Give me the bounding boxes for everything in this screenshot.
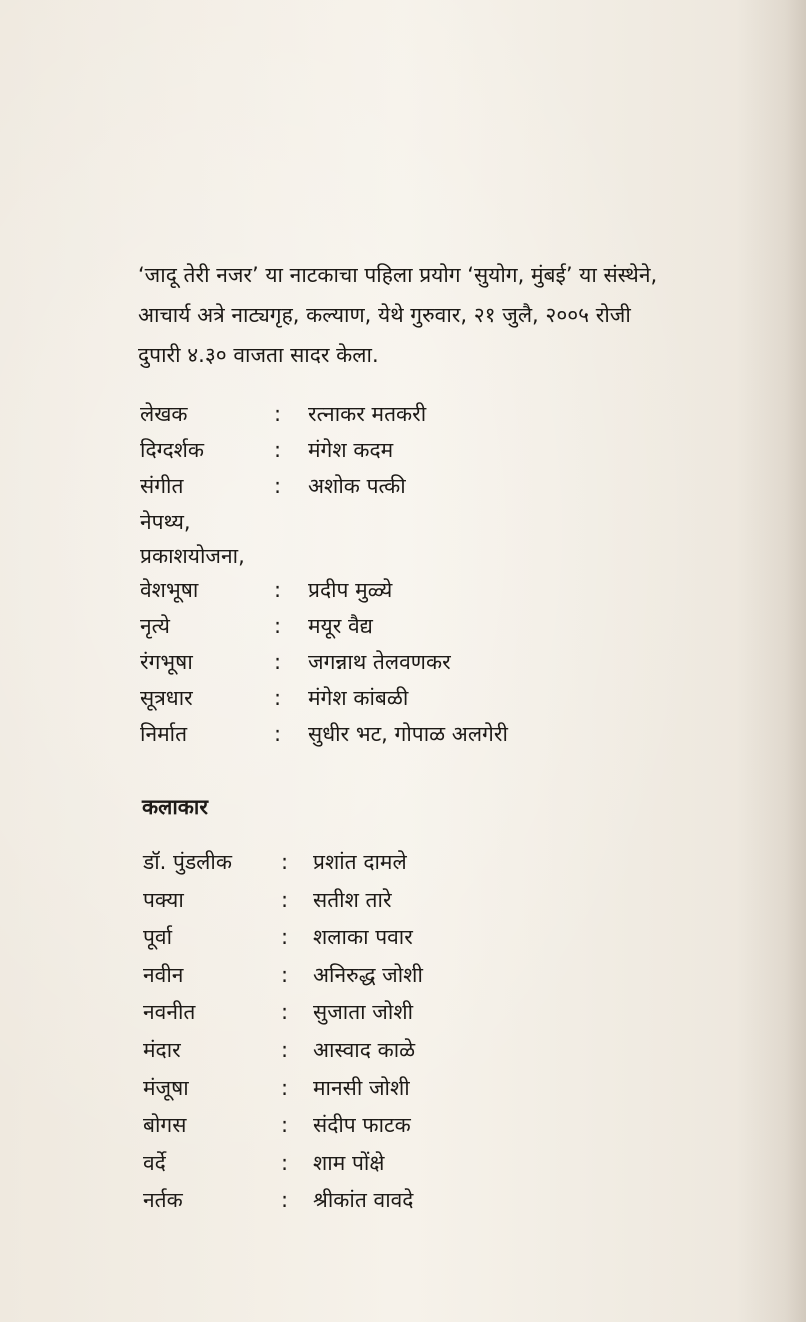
- separator: :: [274, 686, 282, 710]
- credit-row: [140, 608, 700, 644]
- credit-role: प्रकाशयोजना,: [140, 544, 245, 568]
- credit-row: [140, 504, 700, 538]
- premiere-note-line: आचार्य अत्रे नाट्यगृह, कल्याण, येथे गुरुवार, २१ जुलै, २००५ रोजी: [138, 303, 631, 327]
- separator: :: [281, 962, 289, 987]
- separator: :: [274, 578, 282, 602]
- credit-row: [140, 468, 700, 504]
- credit-role: सूत्रधार: [140, 686, 193, 710]
- actor-name: मानसी जोशी: [313, 1075, 410, 1100]
- actor-name: श्रीकांत वावदे: [313, 1188, 414, 1213]
- credit-role: नेपथ्य,: [140, 510, 191, 534]
- cast-row: [143, 957, 703, 995]
- separator: :: [281, 850, 289, 874]
- separator: :: [281, 1037, 289, 1062]
- actor-name: शाम पोंक्षे: [313, 1150, 385, 1175]
- credit-name: मंगेश कांबळी: [308, 686, 409, 710]
- cast-row: [143, 844, 703, 882]
- premiere-note-line: दुपारी ४.३० वाजता सादर केला.: [138, 343, 379, 367]
- credit-name: प्रदीप मुळ्ये: [308, 578, 393, 602]
- separator: :: [274, 402, 282, 426]
- credit-role: नृत्ये: [140, 614, 170, 638]
- actor-name: प्रशांत दामले: [313, 850, 407, 874]
- page-binding-shadow: [736, 0, 806, 1322]
- character-name: वर्दे: [143, 1150, 166, 1175]
- character-name: नर्तक: [143, 1188, 183, 1213]
- credit-role: लेखक: [140, 402, 188, 426]
- character-name: मंदार: [143, 1037, 181, 1062]
- cast-row: [143, 919, 703, 957]
- separator: :: [281, 887, 289, 912]
- cast-row: [143, 882, 703, 920]
- credit-role: दिग्दर्शक: [140, 438, 205, 462]
- credit-name: जगन्नाथ तेलवणकर: [308, 650, 451, 674]
- separator: :: [274, 722, 282, 746]
- credit-row: [140, 644, 700, 680]
- credit-row: [140, 680, 700, 716]
- character-name: नवनीत: [143, 1000, 196, 1025]
- cast-row: [143, 1145, 703, 1183]
- separator: :: [281, 1188, 289, 1213]
- cast-row: [143, 1107, 703, 1145]
- separator: :: [281, 1075, 289, 1100]
- credit-name: मयूर वैद्य: [308, 614, 373, 638]
- actor-name: शलाका पवार: [313, 925, 413, 950]
- credit-name: सुधीर भट, गोपाळ अलगेरी: [308, 722, 508, 746]
- actor-name: आस्वाद काळे: [313, 1037, 416, 1062]
- separator: :: [274, 474, 282, 498]
- separator: :: [281, 1000, 289, 1025]
- cast-row: [143, 994, 703, 1032]
- separator: :: [281, 1113, 289, 1138]
- cast-row: [143, 1032, 703, 1070]
- credit-name: अशोक पत्की: [308, 474, 406, 498]
- actor-name: संदीप फाटक: [313, 1113, 411, 1138]
- credit-role: निर्मात: [140, 722, 188, 746]
- credits-list: [140, 396, 700, 752]
- actor-name: सतीश तारे: [313, 887, 392, 912]
- credit-row: [140, 572, 700, 608]
- character-name: नवीन: [143, 962, 184, 987]
- character-name: मंजूषा: [143, 1075, 189, 1100]
- credit-role: वेशभूषा: [140, 578, 199, 602]
- separator: :: [274, 650, 282, 674]
- credit-row: [140, 538, 700, 572]
- credit-name: रत्नाकर मतकरी: [308, 402, 427, 426]
- credit-row: [140, 432, 700, 468]
- character-name: डॉ. पुंडलीक: [143, 850, 232, 874]
- separator: :: [281, 925, 289, 950]
- credit-row: [140, 396, 700, 432]
- cast-row: [143, 1182, 703, 1220]
- premiere-note: [138, 255, 738, 375]
- credit-role: रंगभूषा: [140, 650, 193, 674]
- cast-heading: कलाकार: [142, 795, 208, 819]
- credit-row: [140, 716, 700, 752]
- character-name: पूर्वा: [143, 925, 173, 950]
- credit-name: मंगेश कदम: [308, 438, 394, 462]
- character-name: बोगस: [143, 1113, 187, 1138]
- premiere-note-line: ‘जादू तेरी नजर’ या नाटकाचा पहिला प्रयोग ‘सुयोग, मुंबई’ या संस्थेने,: [138, 263, 658, 287]
- separator: :: [281, 1150, 289, 1175]
- character-name: पक्या: [143, 887, 184, 912]
- actor-name: अनिरुद्ध जोशी: [313, 962, 423, 987]
- separator: :: [274, 614, 282, 638]
- separator: :: [274, 438, 282, 462]
- cast-row: [143, 1070, 703, 1108]
- actor-name: सुजाता जोशी: [313, 1000, 414, 1025]
- cast-list: [143, 844, 703, 1220]
- credit-role: संगीत: [140, 474, 184, 498]
